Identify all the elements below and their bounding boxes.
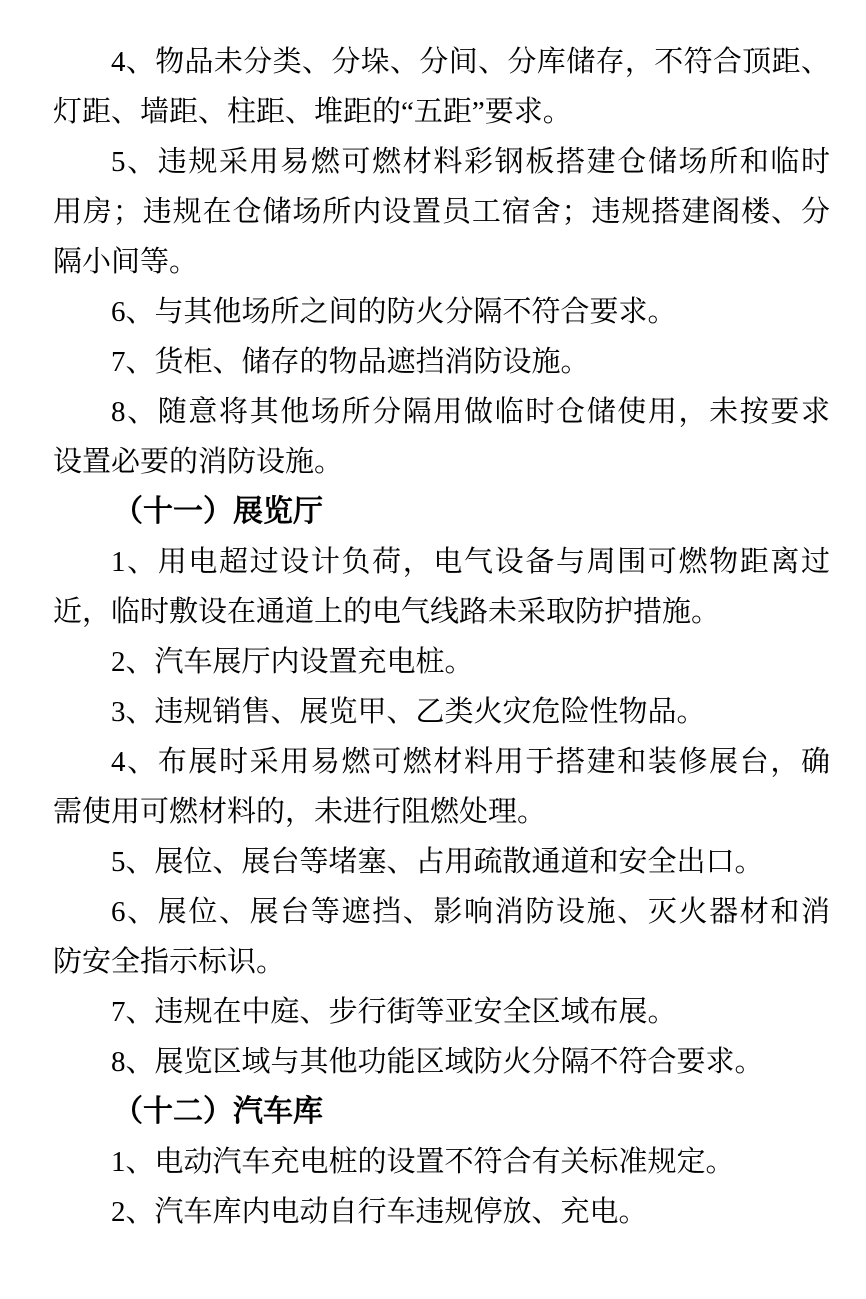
text-line: 设置必要的消防设施。	[53, 446, 344, 478]
numbered-item-paragraph	[53, 887, 830, 987]
text-line: 6、与其他场所之间的防火分隔不符合要求。	[111, 296, 677, 328]
text-line: 需使用可燃材料的，未进行阻燃处理。	[53, 796, 547, 828]
numbered-item-paragraph	[53, 687, 830, 737]
text-line: 5、展位、展台等堵塞、占用疏散通道和安全出口。	[111, 846, 764, 878]
numbered-item-paragraph	[53, 387, 830, 487]
numbered-item-paragraph	[53, 1137, 830, 1187]
text-line: 7、违规在中庭、步行街等亚安全区域布展。	[111, 996, 677, 1028]
text-line: 2、汽车库内电动自行车违规停放、充电。	[111, 1196, 648, 1228]
text-line: 5、违规采用易燃可燃材料彩钢板搭建仓储场所和临时	[111, 146, 830, 178]
numbered-item-paragraph	[53, 637, 830, 687]
text-line: 3、违规销售、展览甲、乙类火灾危险性物品。	[111, 696, 706, 728]
text-line: 1、用电超过设计负荷，电气设备与周围可燃物距离过	[111, 546, 830, 578]
numbered-item-paragraph	[53, 737, 830, 837]
text-line: （十一）展览厅	[113, 495, 323, 528]
numbered-item-paragraph	[53, 37, 830, 137]
text-line: 2、汽车展厅内设置充电桩。	[111, 646, 474, 678]
text-line: 近，临时敷设在通道上的电气线路未采取防护措施。	[53, 596, 721, 628]
numbered-item-paragraph	[53, 1187, 830, 1237]
section-heading	[53, 487, 830, 537]
numbered-item-paragraph	[53, 1037, 830, 1087]
text-line: 8、随意将其他场所分隔用做临时仓储使用，未按要求	[111, 396, 830, 428]
text-line: 6、展位、展台等遮挡、影响消防设施、灭火器材和消	[111, 896, 830, 928]
numbered-item-paragraph	[53, 137, 830, 287]
numbered-item-paragraph	[53, 837, 830, 887]
section-heading	[53, 1087, 830, 1137]
text-line: 隔小间等。	[53, 246, 199, 278]
text-line: 防安全指示标识。	[53, 946, 286, 978]
text-line: 1、电动汽车充电桩的设置不符合有关标准规定。	[111, 1146, 735, 1178]
text-line: 8、展览区域与其他功能区域防火分隔不符合要求。	[111, 1046, 764, 1078]
text-line: （十二）汽车库	[113, 1095, 323, 1128]
numbered-item-paragraph	[53, 337, 830, 387]
text-line: 4、物品未分类、分垛、分间、分库储存，不符合顶距、	[111, 46, 830, 78]
text-line: 4、布展时采用易燃可燃材料用于搭建和装修展台，确	[111, 746, 830, 778]
text-line: 灯距、墙距、柱距、堆距的“五距”要求。	[53, 96, 572, 128]
numbered-item-paragraph	[53, 287, 830, 337]
text-line: 7、货柜、储存的物品遮挡消防设施。	[111, 346, 590, 378]
text-line: 用房；违规在仓储场所内设置员工宿舍；违规搭建阁楼、分	[53, 196, 830, 228]
numbered-item-paragraph	[53, 987, 830, 1037]
numbered-item-paragraph	[53, 537, 830, 637]
